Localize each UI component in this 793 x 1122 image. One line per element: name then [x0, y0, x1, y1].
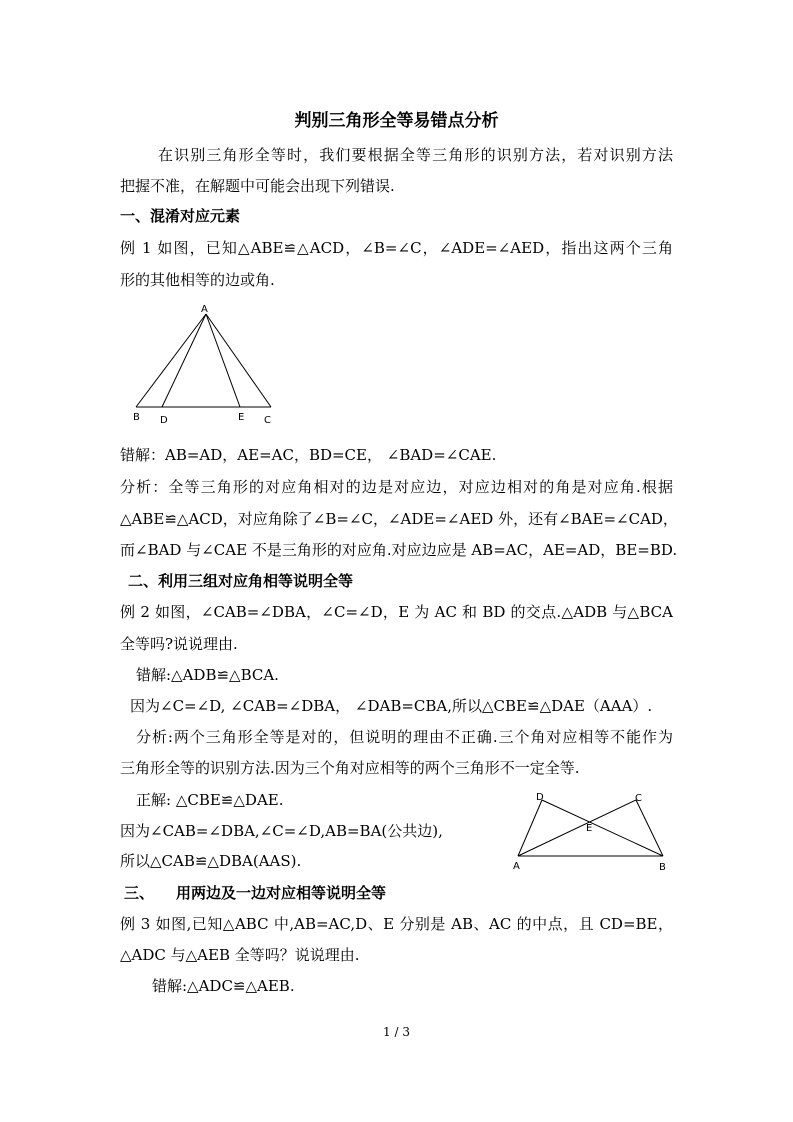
section-2-because: 因为∠C=∠D, ∠CAB=∠DBA， ∠DAB=CBA,所以△CBE≌△DAE（AAA）.	[130, 697, 653, 715]
section-1-analysis-1: 分析：全等三角形的对应角相对的边是对应边，对应边相对的角是对应角.根据	[120, 478, 673, 496]
section-3-wrong: 错解:△ADC≌△AEB.	[152, 977, 295, 995]
section-2-analysis-1: 分析:两个三角形全等是对的，但说明的理由不正确.三个角对应相等不能作为	[136, 728, 673, 746]
figure-1-label-d: D	[160, 415, 168, 426]
section-2-wrong: 错解:△ADB≌△BCA.	[136, 666, 279, 684]
figure-1-triangle	[128, 302, 278, 428]
section-1-analysis-2: △ABE≌△ACD，对应角除了∠B=∠C，∠ADE=∠AED 外，还有∠BAE=∠CAD，	[120, 510, 678, 528]
figure-1-label-a: A	[201, 304, 208, 315]
figure-2-label-e: E	[586, 823, 593, 834]
figure-2-quadrilateral	[508, 788, 678, 874]
example-1-line-2: 形的其他相等的边或角.	[120, 271, 275, 289]
example-1-line-1: 例 1 如图，已知△ABE≌△ACD，∠B=∠C，∠ADE=∠AED，指出这两个三角	[120, 239, 673, 257]
page-title: 判别三角形全等易错点分析	[294, 111, 499, 131]
figure-1-label-e: E	[238, 412, 245, 423]
section-2-because-2: 因为∠CAB=∠DBA,∠C=∠D,AB=BA(公共边),	[120, 822, 443, 840]
example-2-line-1: 例 2 如图，∠CAB=∠DBA，∠C=∠D，E 为 AC 和 BD 的交点.△ADB 与△BCA	[120, 603, 673, 621]
figure-1-label-c: C	[264, 415, 271, 426]
intro-line-1: 在识别三角形全等时，我们要根据全等三角形的识别方法，若对识别方法	[158, 146, 673, 164]
figure-2-label-c: C	[635, 793, 642, 804]
figure-1-label-b: B	[133, 412, 140, 423]
figure-2-label-d: D	[536, 792, 544, 803]
section-2-correct: 正解: △CBE≌△DAE.	[136, 791, 284, 809]
section-3-heading-num: 三、	[124, 884, 155, 902]
section-1-heading: 一、混淆对应元素	[120, 207, 241, 225]
intro-line-2: 把握不准，在解题中可能会出现下列错误.	[120, 177, 395, 195]
example-2-line-2: 全等吗?说说理由.	[120, 635, 238, 653]
example-3-line-1: 例 3 如图,已知△ABC 中,AB=AC,D、E 分别是 AB、AC 的中点，且 CD=BE，	[120, 915, 673, 933]
figure-2-label-a: A	[513, 861, 520, 872]
section-2-heading: 二、利用三组对应角相等说明全等	[128, 572, 354, 590]
section-2-analysis-2: 三角形全等的识别方法.因为三个角对应相等的两个三角形不一定全等.	[120, 759, 580, 777]
example-3-line-2: △ADC 与△AEB 全等吗？说说理由.	[120, 946, 360, 964]
page-number: 1 / 3	[383, 1025, 410, 1039]
section-2-so: 所以△CAB≌△DBA(AAS).	[120, 852, 302, 870]
section-3-heading: 用两边及一边对应相等说明全等	[176, 884, 387, 902]
section-1-wrong: 错解：AB=AD，AE=AC，BD=CE， ∠BAD=∠CAE.	[120, 446, 497, 464]
figure-2-label-b: B	[659, 862, 666, 873]
section-1-analysis-3: 而∠BAD 与∠CAE 不是三角形的对应角.对应边应是 AB=AC，AE=AD，BE=BD.	[120, 541, 678, 559]
